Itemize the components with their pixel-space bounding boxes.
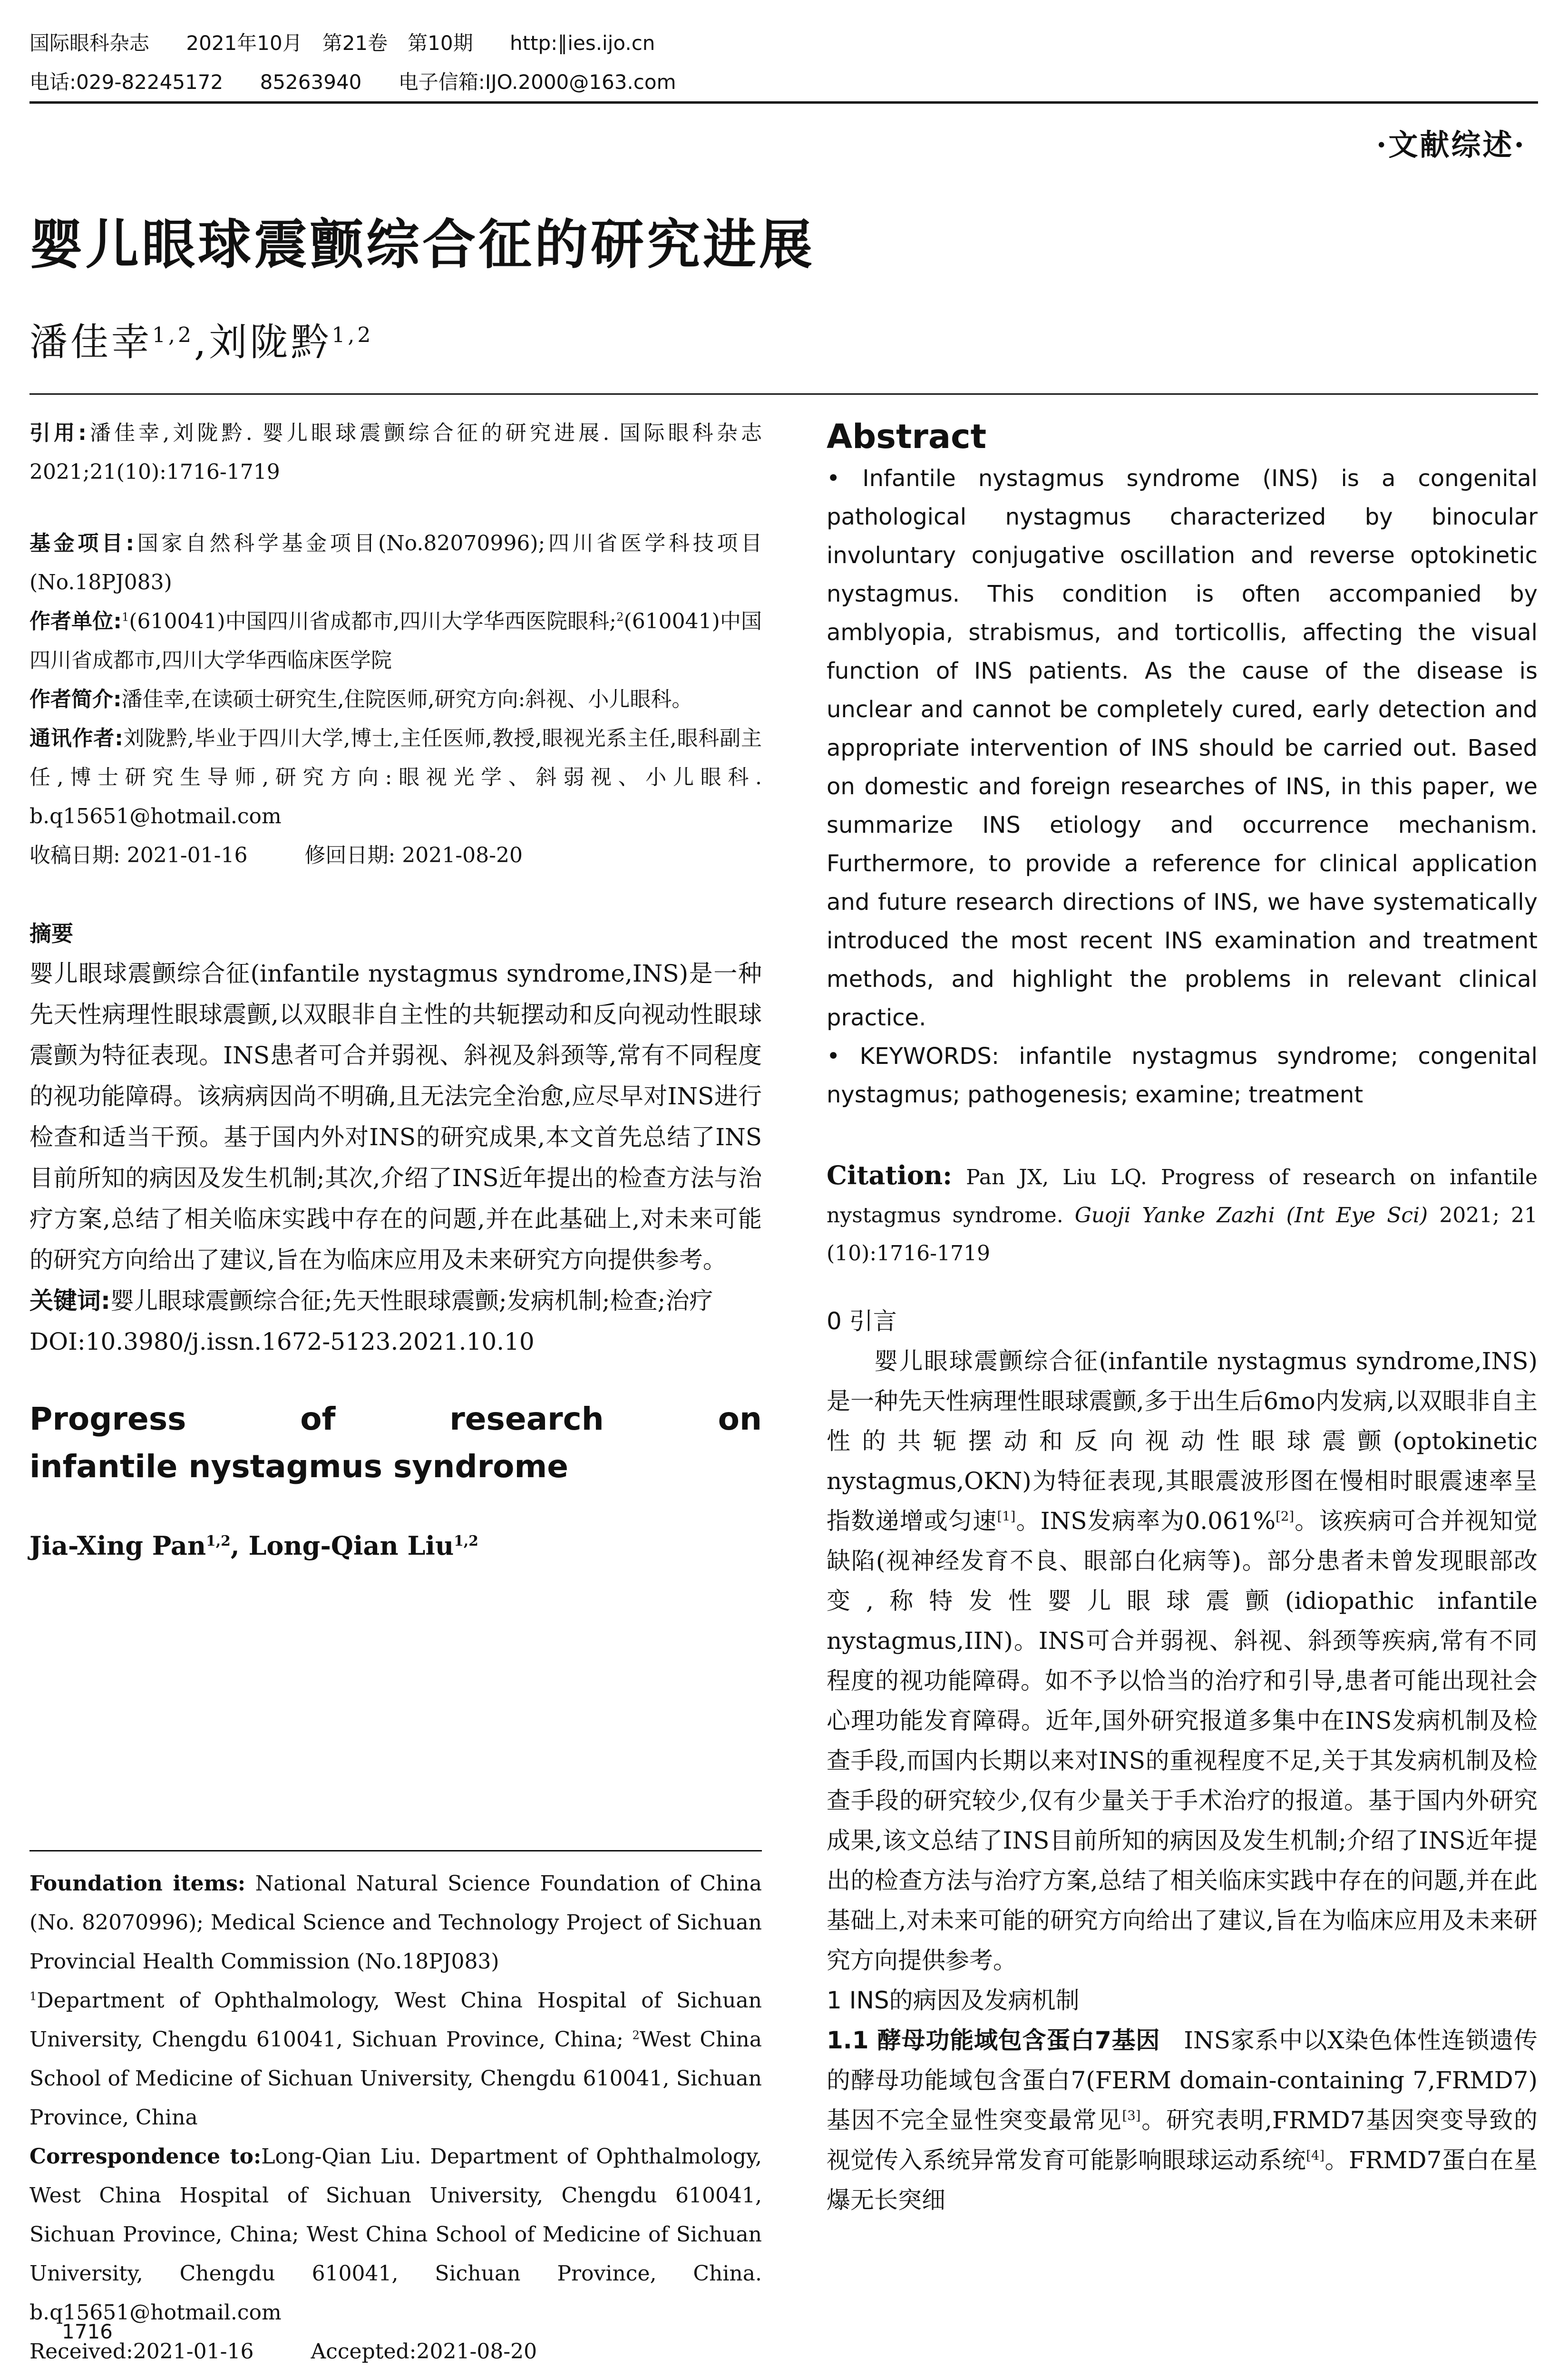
section-1-1-heading: 1.1 酵母功能域包含蛋白7基因: [827, 2026, 1160, 2054]
english-received: Received:2021-01-16: [29, 2339, 254, 2364]
author-name-2: 刘陇黔: [209, 320, 332, 364]
keywords-label-cn: 关键词:: [29, 1287, 110, 1315]
department-block: [29, 1981, 762, 2137]
affiliation-text-1: (610041)中国四川省成都市,四川大学华西医院眼科;: [129, 609, 617, 633]
citation-block: [29, 414, 762, 492]
keywords-text-cn: 婴儿眼球震颤综合征;先天性眼球震颤;发病机制;检查;治疗: [110, 1287, 713, 1315]
english-title-line1: Progress of research on: [29, 1401, 762, 1437]
affiliation-block: [29, 602, 762, 680]
dates-block: [29, 836, 762, 875]
correspondence-en-block: [29, 2137, 762, 2332]
department-superscript-2: 2: [632, 2028, 640, 2042]
correspondence-en-text: Long-Qian Liu. Department of Ophthalmology, West China Hospital of Sichuan University, Chengdu 610041, Sichuan Province, China; West China School of Medicine of Sichuan University, Chengdu 610041, Sichuan Province, China. b.q15651@hotmail.com: [29, 2144, 762, 2325]
author-bio-text: 潘佳幸,在读硕士研究生,住院医师,研究方向:斜视、小儿眼科。: [121, 687, 693, 711]
correspondence-label: 通讯作者:: [29, 726, 123, 750]
page-title: 婴儿眼球震颤综合征的研究进展: [29, 214, 815, 276]
doi: DOI:10.3980/j.issn.1672-5123.2021.10.10: [29, 1328, 535, 1355]
received-date: 收稿日期: 2021-01-16: [29, 843, 248, 867]
keywords-cn-block: [29, 1280, 762, 1321]
revised-date: 修回日期: 2021-08-20: [304, 843, 523, 867]
abstract-text-en: • Infantile nystagmus syndrome (INS) is a congenital pathological nystagmus characterized by binocular involuntary conjugative oscillation and reverse optokinetic nystagmus. This condition is often accompanied by amblyopia, strabismus, and torticollis, affecting the visual function of INS patients. As the cause of the disease is unclear and cannot be completely cured, early detection and appropriate intervention of INS should be carried out. Based on domestic and foreign researches of INS, in this paper, we summarize INS etiology and occurrence mechanism. Furthermore, to provide a reference for clinical application and future research directions of INS, we have systematically introduced the most recent INS examination and treatment methods, and highlight the problems in relevant clinical practice.: [827, 465, 1538, 1031]
author-bio-label: 作者简介:: [29, 687, 122, 711]
english-author-rule: [29, 1850, 762, 1851]
right-column: [827, 414, 1538, 2220]
correspondence-en-label: Correspondence to:: [29, 2144, 262, 2169]
english-author-1: Jia-Xing Pan: [29, 1530, 206, 1561]
journal-name: 国际眼科杂志: [29, 31, 150, 55]
section-1-1-text-3: 。FRMD7蛋白在星爆无长突细: [827, 2146, 1538, 2214]
journal-header-line2: [29, 67, 707, 95]
affiliation-superscript-2: 2: [616, 610, 624, 624]
section-1-heading: 1 INS的病因及发病机制: [827, 1987, 1080, 2014]
intro-text-1: 婴儿眼球震颤综合征(infantile nystagmus syndrome,INS)是一种先天性病理性眼球震颤,多于出生后6mo内发病,以双眼非自主性的共轭摆动和反向视动性眼球震颤(optokinetic nystagmus,OKN)为特征表现,其眼震波形图在慢相时眼震速率呈指数递增或匀速: [827, 1347, 1538, 1535]
keywords-en: • KEYWORDS: infantile nystagmus syndrome; congenital nystagmus; pathogenesis; examine; treatment: [827, 1043, 1538, 1108]
affiliation-text-2: (610041)中国四川省成都市,四川大学华西临床医学院: [29, 609, 762, 672]
title-rule: [29, 393, 1538, 395]
foundation-text: National Natural Science Foundation of China (No. 82070996); Medical Science and Technology Project of Sichuan Provincial Health Commission (No.18PJ083): [29, 1871, 762, 1974]
department-text-2: West China School of Medicine of Sichuan University, Chengdu 610041, Sichuan Province, China: [29, 2027, 762, 2130]
intro-heading: 0 引言: [827, 1307, 897, 1335]
section-1-1-text-2: 。研究表明,FRMD7基因突变导致的视觉传入系统异常发育可能影响眼球运动系统: [827, 2106, 1538, 2174]
section-1-1-text-1: INS家系中以X染色体性连锁遗传的酵母功能域包含蛋白7(FERM domain-containing 7,FRMD7)基因不完全显性突变最常见: [827, 2026, 1538, 2134]
journal-url: http:∥ies.ijo.cn: [509, 31, 655, 55]
intro-text-3: 。该疾病可合并视知觉缺陷(视神经发育不良、眼部白化病等)。部分患者未曾发现眼部改变,称特发性婴儿眼球震颤(idiopathic infantile nystagmus,IIN)。INS可合并弱视、斜视、斜颈等疾病,常有不同程度的视功能障碍。如不予以恰当的治疗和引导,患者可能出现社会心理功能发育障碍。近年,国外研究报道多集中在INS发病机制及检查手段,而国内长期以来对INS的重视程度不足,关于其发病机制及检查手段的研究较少,仅有少量关于手术治疗的报道。基于国内外研究成果,该文总结了INS目前所知的病因及发生机制;介绍了INS近年提出的检查方法与治疗方案,总结了相关临床实践中存在的问题,并在此基础上,对未来可能的研究方向给出了建议,旨在为临床应用及未来研究方向提供参考。: [827, 1507, 1538, 1974]
english-author-affiliation-1: 1,2: [206, 1533, 231, 1549]
english-author-affiliation-2: 1,2: [454, 1533, 478, 1549]
department-superscript-1: 1: [29, 1989, 37, 2003]
author-bio-block: [29, 680, 762, 719]
intro-paragraph: [827, 1341, 1538, 1980]
affiliation-label: 作者单位:: [29, 609, 122, 633]
citation-en-text-a: Pan JX, Liu LQ. Progress of research on infantile nystagmus syndrome.: [827, 1165, 1538, 1227]
contact-email: 电子信箱:IJO.2000@163.com: [398, 70, 676, 94]
correspondence-block: [29, 719, 762, 836]
foundation-label: Foundation items:: [29, 1871, 246, 1896]
funding-text: 国家自然科学基金项目(No.82070996);四川省医学科技项目(No.18PJ083): [29, 531, 762, 594]
abstract-text-cn: 婴儿眼球震颤综合征(infantile nystagmus syndrome,INS)是一种先天性病理性眼球震颤,以双眼非自主性的共轭摆动和反向视动性眼球震颤为特征表现。INS患者可合并弱视、斜视及斜颈等,常有不同程度的视功能障碍。该病病因尚不明确,且无法完全治愈,应尽早对INS进行检查和适当干预。基于国内外对INS的研究成果,本文首先总结了INS目前所知的病因及发生机制;其次,介绍了INS近年提出的检查方法与治疗方案,总结了相关临床实践中存在的问题,并在此基础上,对未来可能的研究方向给出了建议,旨在为临床应用及未来研究方向提供参考。: [29, 960, 762, 1274]
issue-info: 2021年10月 第21卷 第10期: [186, 31, 473, 55]
section-tag: ·文献综述·: [1376, 127, 1526, 162]
citation-en-text-b: 2021; 21 (10):1716-1719: [827, 1203, 1538, 1266]
foundation-block: [29, 1864, 762, 1981]
section-1-1-paragraph: [827, 2020, 1538, 2220]
page-number: 1716: [62, 2320, 113, 2343]
department-text-1: Department of Ophthalmology, West China Hospital of Sichuan University, Chengdu 610041, Sichuan Province, China;: [29, 1988, 762, 2052]
english-author-2: Long-Qian Liu: [248, 1530, 454, 1561]
phone-number-2: 85263940: [260, 70, 362, 94]
phone-number: 电话:029-82245172: [29, 70, 224, 94]
author-affiliation-1: 1,2: [152, 323, 194, 348]
author-affiliation-2: 1,2: [331, 323, 374, 348]
intro-text-2: 。INS发病率为0.061%: [1015, 1507, 1276, 1535]
citation-en-journal: Guoji Yanke Zazhi (Int Eye Sci): [1074, 1203, 1428, 1227]
abstract-heading-cn: 摘要: [29, 921, 73, 946]
funding-label: 基金项目:: [29, 531, 135, 555]
english-dates: [29, 2332, 762, 2371]
correspondence-text: 刘陇黔,毕业于四川大学,博士,主任医师,教授,眼视光系主任,眼科副主任,博士研究生导师,研究方向:眼视光学、斜弱视、小儿眼科. b.q15651@hotmail.com: [29, 726, 762, 828]
citation-text: 潘佳幸,刘陇黔. 婴儿眼球震颤综合征的研究进展. 国际眼科杂志 2021;21(10):1716-1719: [29, 421, 762, 484]
journal-header-line1: [29, 28, 685, 56]
english-front-matter: [29, 1864, 762, 2371]
abstract-heading-en: Abstract: [827, 417, 987, 456]
citation-en-block: [827, 1156, 1538, 1273]
english-author-line: Jia-Xing Pan$^{1,2}$, Long-Qian Liu$^{1,2}$: [29, 1530, 478, 1561]
reference-2: [2]: [1276, 1509, 1295, 1524]
english-title-line2: infantile nystagmus syndrome: [29, 1448, 568, 1485]
english-accepted: Accepted:2021-08-20: [311, 2339, 537, 2364]
left-column: [29, 414, 762, 1565]
funding-block: [29, 524, 762, 602]
affiliation-superscript-1: 1: [121, 610, 129, 624]
citation-en-label: Citation:: [827, 1160, 953, 1190]
author-separator: ,: [194, 320, 209, 364]
reference-4: [4]: [1306, 2148, 1325, 2163]
author-line: [29, 312, 373, 366]
reference-1: [1]: [997, 1509, 1016, 1524]
header-rule: [29, 101, 1538, 104]
citation-label: 引用:: [29, 421, 87, 445]
author-name-1: 潘佳幸: [29, 320, 152, 364]
reference-3: [3]: [1122, 2108, 1141, 2124]
